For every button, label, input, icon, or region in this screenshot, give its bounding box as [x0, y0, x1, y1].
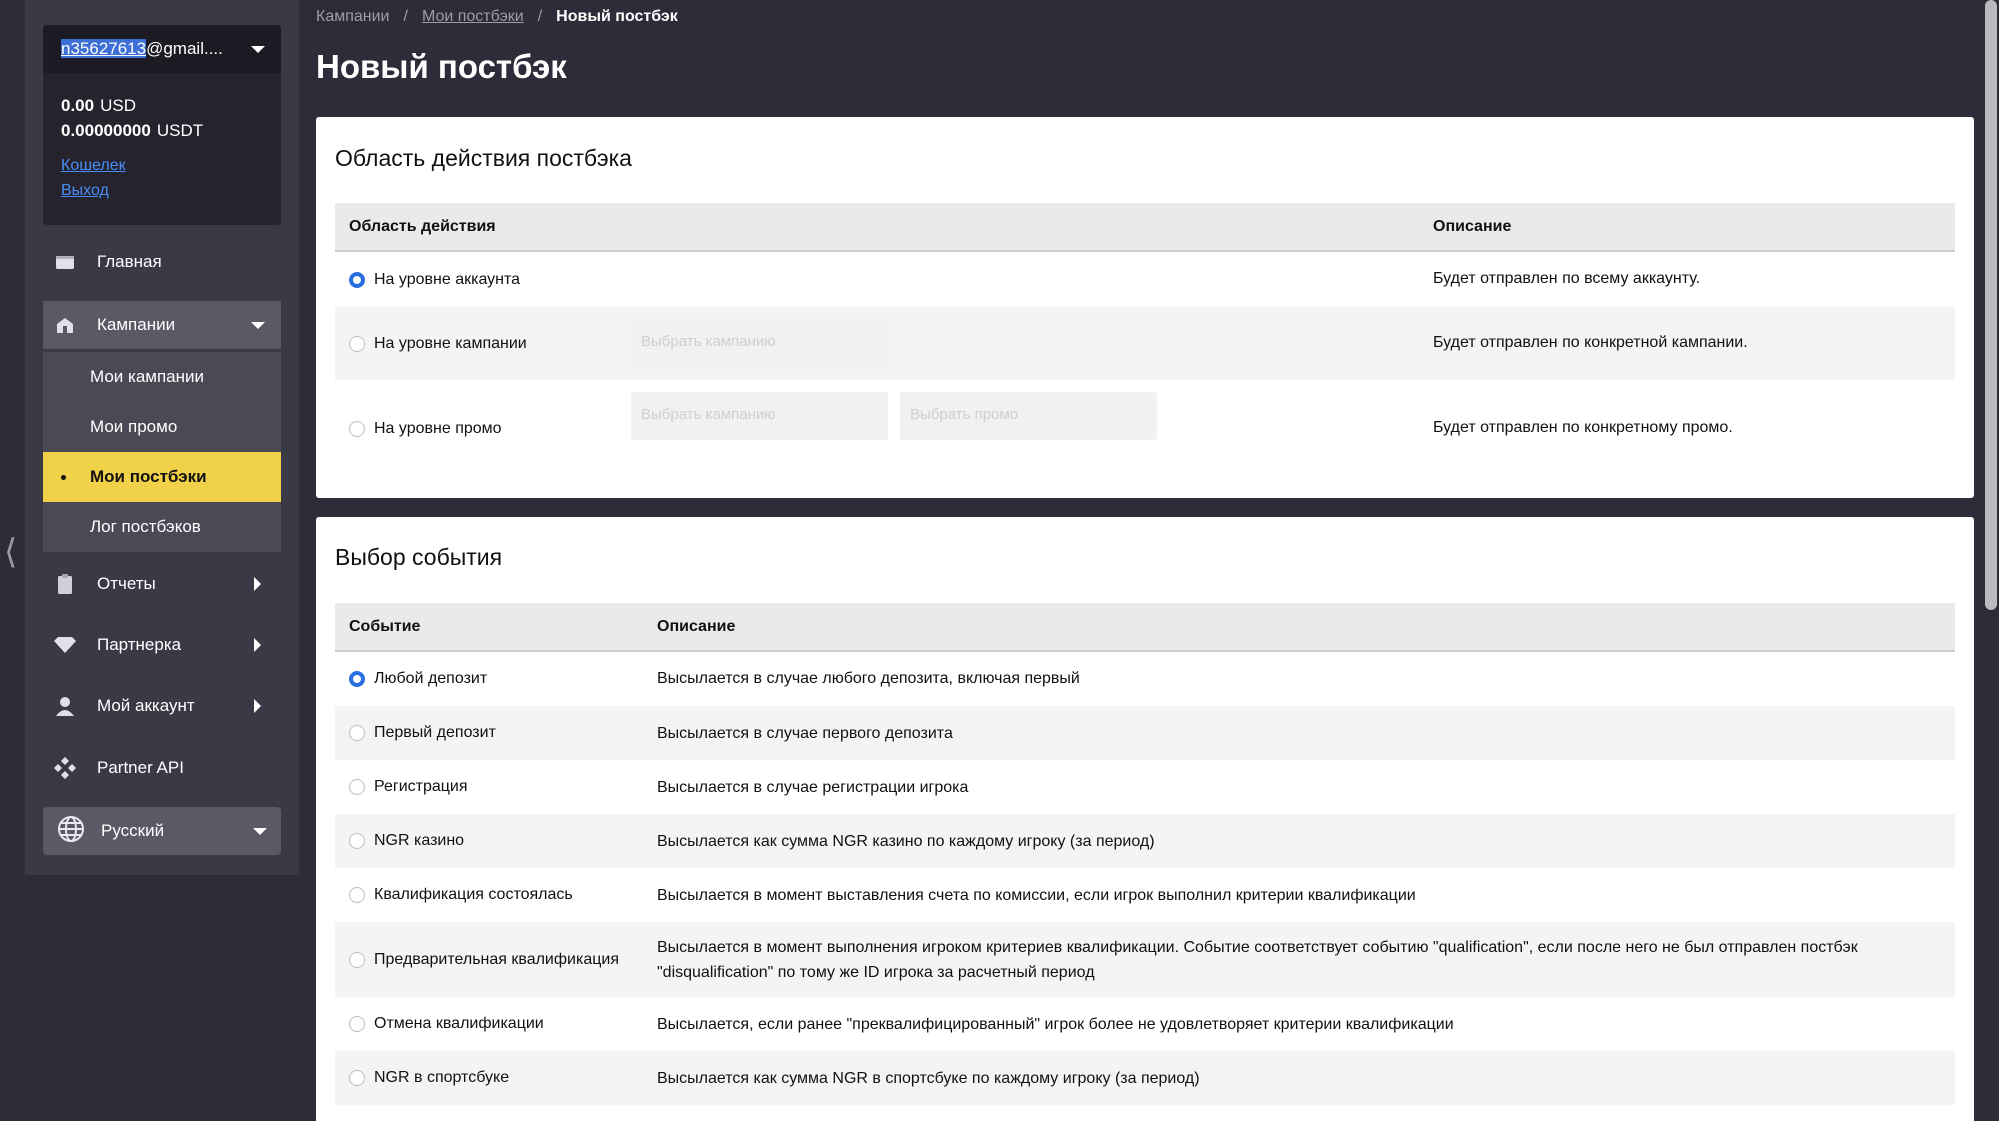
- page-title: Новый постбэк: [316, 48, 567, 85]
- event-row-disqualification[interactable]: [335, 997, 1955, 1051]
- account-email: [61, 39, 223, 59]
- language-label: Русский: [101, 821, 165, 840]
- balance-usd: [61, 93, 281, 118]
- scope-card: [316, 117, 1974, 498]
- page-scrollbar[interactable]: [1985, 0, 1997, 610]
- event-radio[interactable]: [349, 725, 365, 741]
- sidebar-item-label: Partner API: [97, 758, 184, 777]
- scope-table-header: [335, 203, 1955, 252]
- event-row-desc: Высылается в момент выполнения игроком критериев квалификации. Событие соответствует событию "qualification", если после него не был отправлен постбэк "disqualification" по тому же ID игрока за расчетный период: [657, 939, 1858, 981]
- event-radio[interactable]: [349, 833, 365, 849]
- event-row-registration[interactable]: [335, 760, 1955, 814]
- scope-row-label: На уровне кампании: [374, 334, 527, 352]
- event-row-label: Предварительная квалификация: [374, 950, 619, 968]
- account-panel: [43, 25, 281, 225]
- select-promo-dropdown[interactable]: Выбрать промо: [900, 392, 1157, 440]
- event-table-header: [335, 603, 1955, 652]
- event-radio[interactable]: [349, 779, 365, 795]
- account-dropdown[interactable]: [43, 25, 281, 73]
- sidebar-item-my-campaigns[interactable]: Мои кампании: [90, 367, 205, 386]
- sidebar-item-label: Партнерка: [97, 635, 182, 654]
- language-select[interactable]: [43, 807, 281, 855]
- breadcrumb-campaigns[interactable]: Кампании: [316, 8, 390, 25]
- balance-usdt: [61, 118, 281, 143]
- event-row-label: NGR казино: [374, 832, 465, 849]
- globe-icon: [57, 815, 85, 848]
- event-radio[interactable]: [349, 952, 365, 968]
- event-row-prequalification[interactable]: [335, 922, 1955, 997]
- event-row-desc: Высылается как сумма NGR в спортсбуке по каждому игроку (за период): [657, 1070, 1200, 1087]
- scope-row-campaign[interactable]: [335, 307, 1955, 380]
- col-event-header: Событие: [349, 617, 421, 635]
- sidebar-item-label: Мой аккаунт: [97, 696, 195, 715]
- event-row-any-deposit[interactable]: [335, 652, 1955, 706]
- event-row-label: Отмена квалификации: [374, 1015, 544, 1032]
- sidebar: [25, 0, 299, 875]
- sidebar-item-my-promo[interactable]: Мои промо: [90, 417, 178, 436]
- event-row-desc: Высылается в случае любого депозита, включая первый: [657, 670, 1080, 687]
- sidebar-item-label: Главная: [97, 252, 162, 271]
- chevron-right-icon: [254, 638, 261, 652]
- event-row-first-deposit[interactable]: [335, 706, 1955, 760]
- logout-link[interactable]: Выход: [61, 182, 109, 199]
- event-card: [316, 517, 1974, 1121]
- sidebar-item-partner[interactable]: [43, 621, 281, 669]
- sidebar-item-label: Отчеты: [97, 574, 156, 593]
- chevron-right-icon: [254, 577, 261, 591]
- chevron-down-icon: [253, 828, 267, 835]
- scope-row-desc: Будет отправлен по конкретному промо.: [1433, 419, 1733, 436]
- scope-campaign-radio[interactable]: [349, 336, 365, 352]
- event-radio[interactable]: [349, 1070, 365, 1086]
- breadcrumb-separator: /: [403, 8, 408, 25]
- event-radio[interactable]: [349, 671, 365, 687]
- balance-usdt-value: 0.00000000: [61, 121, 151, 140]
- sidebar-item-partner-api[interactable]: [43, 744, 281, 792]
- event-row-desc: Высылается как сумма NGR казино по каждому игроку (за период): [657, 833, 1155, 850]
- scope-row-desc: Будет отправлен по всему аккаунту.: [1433, 270, 1701, 287]
- event-row-ngr-sportsbook[interactable]: [335, 1051, 1955, 1105]
- scope-row-label: На уровне промо: [374, 419, 502, 437]
- breadcrumb-current: Новый постбэк: [556, 8, 678, 25]
- campaigns-submenu: [43, 352, 281, 552]
- scope-table: [335, 203, 1955, 477]
- event-radio[interactable]: [349, 887, 365, 903]
- scope-row-label: На уровне аккаунта: [374, 270, 521, 288]
- col-desc-header: Описание: [657, 617, 736, 635]
- event-row-desc: Высылается в момент выставления счета по комиссии, если игрок выполнил критерии квалификации: [657, 887, 1416, 904]
- event-row-qualification[interactable]: [335, 868, 1955, 922]
- balance-usd-value: 0.00: [61, 96, 95, 115]
- event-row-label: Любой депозит: [374, 670, 488, 687]
- diamond-icon: [53, 633, 77, 657]
- sidebar-item-my-postbacks[interactable]: Мои постбэки: [43, 452, 281, 502]
- col-scope-header: Область действия: [349, 217, 496, 235]
- event-table: [335, 603, 1955, 1105]
- event-row-ngr-casino[interactable]: [335, 814, 1955, 868]
- campaigns-icon: [53, 313, 77, 337]
- breadcrumb-separator: /: [537, 8, 543, 25]
- select-campaign-dropdown[interactable]: Выбрать кампанию: [631, 392, 888, 440]
- balances: [43, 73, 281, 143]
- event-row-label: NGR в спортсбуке: [374, 1069, 510, 1086]
- breadcrumb: [316, 8, 678, 26]
- collapse-sidebar-icon[interactable]: ⟨: [4, 532, 18, 572]
- scope-row-account[interactable]: [335, 252, 1955, 307]
- sidebar-item-reports[interactable]: [43, 560, 281, 608]
- sidebar-item-postback-log[interactable]: Лог постбэков: [90, 517, 201, 536]
- balance-usdt-unit: USDT: [156, 121, 204, 140]
- api-icon: [53, 756, 77, 780]
- chevron-down-icon: [251, 322, 265, 329]
- event-row-label: Первый депозит: [374, 724, 496, 741]
- chevron-down-icon: [251, 46, 265, 53]
- event-card-title: Выбор события: [335, 544, 503, 570]
- clipboard-icon: [53, 572, 77, 596]
- event-row-desc: Высылается в случае регистрации игрока: [657, 779, 969, 796]
- event-radio[interactable]: [349, 1016, 365, 1032]
- user-icon: [53, 694, 77, 718]
- event-row-desc: Высылается, если ранее "преквалифицированный" игрок более не удовлетворяет критерии квалификации: [657, 1016, 1454, 1033]
- email-selected-part: n35627613: [61, 39, 147, 58]
- scope-row-desc: Будет отправлен по конкретной кампании.: [1433, 334, 1748, 351]
- scope-account-radio[interactable]: [349, 272, 365, 288]
- sidebar-item-my-account[interactable]: [43, 682, 281, 730]
- sidebar-item-home[interactable]: [43, 238, 281, 286]
- col-desc-header: Описание: [1433, 217, 1512, 235]
- sidebar-item-campaigns[interactable]: [43, 301, 281, 349]
- chevron-right-icon: [254, 699, 261, 713]
- scope-row-promo[interactable]: [335, 380, 1955, 477]
- sidebar-item-label: Кампании: [97, 315, 176, 334]
- scope-promo-radio[interactable]: [349, 421, 365, 437]
- email-rest-part: @gmail....: [146, 39, 223, 58]
- home-icon: [53, 250, 77, 274]
- scope-card-title: Область действия постбэка: [335, 145, 632, 171]
- event-row-desc: Высылается в случае первого депозита: [657, 725, 953, 742]
- event-row-label: Регистрация: [374, 778, 468, 795]
- event-row-label: Квалификация состоялась: [374, 886, 573, 903]
- balance-usd-unit: USD: [100, 96, 136, 115]
- select-campaign-dropdown[interactable]: Выбрать кампанию: [631, 319, 888, 367]
- breadcrumb-my-postbacks[interactable]: Мои постбэки: [421, 8, 524, 25]
- wallet-link[interactable]: Кошелек: [61, 157, 126, 174]
